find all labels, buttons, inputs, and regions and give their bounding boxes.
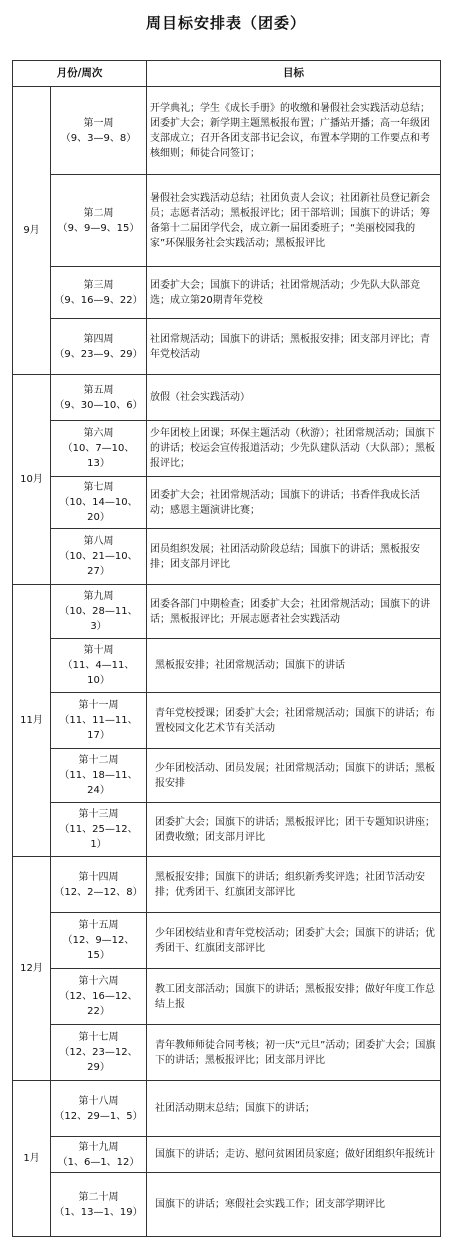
week-date-range: （11、11—11、17） (59, 715, 138, 741)
month-week-header: 月份/周次 (13, 61, 147, 87)
table-row (13, 175, 441, 267)
week-date-range: （12、23—12、29） (59, 1047, 138, 1073)
month-cell: 10月 (13, 375, 51, 585)
week-name: 第十三周 (78, 809, 119, 820)
week-name: 第十一周 (78, 700, 119, 711)
week-date-range: （9、30—10、6） (54, 399, 143, 411)
goal-cell: 青年教师师徒合同考核；初一庆“元旦”活动；团委扩大会；国旗下的讲话；黑板报评比；团支部月评比 (147, 1025, 441, 1081)
week-cell (51, 529, 147, 585)
goal-cell: 黑板报安排；社团常规活动；国旗下的讲话 (147, 639, 441, 693)
week-date-range: （10、21—10、27） (59, 551, 138, 577)
goal-cell: 少年团校结业和青年党校活动；团委扩大会；国旗下的讲话；优秀团干、红旗团支部评比 (147, 913, 441, 969)
week-date-range: （12、29—1、5） (54, 1110, 143, 1122)
week-date-range: （9、9—9、15） (57, 222, 140, 234)
goal-cell: 放假（社会实践活动） (147, 375, 441, 421)
week-cell (51, 375, 147, 421)
schedule-body (13, 87, 441, 1237)
table-row (13, 267, 441, 319)
week-name: 第五周 (83, 384, 114, 396)
table-row (13, 1137, 441, 1173)
week-cell (51, 585, 147, 639)
week-cell (51, 1025, 147, 1081)
goal-cell: 暑假社会实践活动总结；社团负责人会议；社团新社员登记新会员；志愿者活动；黑板报评比；团干部培训；国旗下的讲话；筹备第十二届团学代会，成立新一届团委班子；“美丽校园我的家”环保服务社会实践活动；黑板报评比 (147, 175, 441, 267)
week-date-range: （11、18—11、24） (59, 770, 138, 796)
month-cell: 11月 (13, 585, 51, 857)
goal-cell: 社团活动期末总结；国旗下的讲话； (147, 1081, 441, 1137)
week-name: 第十八周 (78, 1095, 119, 1107)
table-row (13, 913, 441, 969)
week-cell (51, 1081, 147, 1137)
week-date-range: （9、16—9、22） (54, 294, 143, 306)
goal-cell: 青年党校授课；团委扩大会；社团常规活动；国旗下的讲话；布置校园文化艺术节有关活动 (147, 693, 441, 749)
week-name: 第九周 (83, 591, 114, 602)
week-cell (51, 267, 147, 319)
week-date-range: （11、4—11、10） (62, 660, 135, 686)
goal-cell: 团委扩大会；国旗下的讲话；黑板报评比；团干专题知识讲座；团费收缴；团支部月评比 (147, 803, 441, 857)
week-name: 第十九周 (78, 1141, 119, 1153)
week-date-range: （12、16—12、22） (59, 991, 138, 1017)
table-row (13, 1173, 441, 1237)
week-cell (51, 639, 147, 693)
schedule-table (12, 60, 441, 1237)
table-row (13, 639, 441, 693)
week-name: 第二十周 (78, 1191, 119, 1203)
week-date-range: （1、13—1、19） (54, 1206, 143, 1218)
week-date-range: （10、14—10、20） (59, 497, 138, 523)
week-cell (51, 477, 147, 529)
week-name: 第十六周 (78, 976, 119, 987)
week-date-range: （9、23—9、29） (54, 348, 143, 360)
goal-cell: 团员组织发展；社团活动阶段总结；国旗下的讲话；黑板报安排；团支部月评比 (147, 529, 441, 585)
week-name: 第八周 (83, 536, 114, 547)
table-row (13, 529, 441, 585)
week-date-range: （10、7—10、13） (62, 443, 135, 469)
goal-cell: 社团常规活动；国旗下的讲话；黑板报安排；团支部月评比；青年党校活动 (147, 319, 441, 375)
goal-cell: 国旗下的讲话；走访、慰问贫困团员家庭；做好团组织年报统计 (147, 1137, 441, 1173)
goal-cell: 黑板报安排；国旗下的讲话；组织新秀奖评选；社团节活动安排；优秀团干、红旗团支部评比 (147, 857, 441, 913)
week-name: 第二周 (83, 207, 114, 219)
week-date-range: （10、28—11、3） (59, 606, 138, 632)
week-name: 第十四周 (78, 871, 119, 883)
week-name: 第十周 (83, 645, 114, 656)
week-cell (51, 175, 147, 267)
table-row (13, 693, 441, 749)
table-row (13, 477, 441, 529)
week-name: 第十五周 (78, 920, 119, 931)
page-title: 周目标安排表（团委） (145, 14, 306, 32)
week-cell (51, 857, 147, 913)
week-date-range: （12、9—12、15） (62, 935, 135, 961)
goal-cell: 团委扩大会；社团常规活动；国旗下的讲话；书香伴我成长活动；感恩主题演讲比赛； (147, 477, 441, 529)
week-name: 第七周 (83, 482, 114, 493)
week-cell (51, 969, 147, 1025)
table-row (13, 857, 441, 913)
table-row (13, 421, 441, 477)
week-cell (51, 319, 147, 375)
week-name: 第四周 (83, 333, 114, 345)
goal-cell: 团委各部门中期检查；团委扩大会；社团常规活动；国旗下的讲话；黑板报评比；开展志愿者社会实践活动 (147, 585, 441, 639)
week-name: 第十二周 (78, 755, 119, 766)
week-date-range: （11、25—12、1） (59, 824, 138, 850)
table-row (13, 87, 441, 175)
week-date-range: （12、2—12、8） (54, 886, 143, 898)
table-row (13, 969, 441, 1025)
table-row (13, 1025, 441, 1081)
week-name: 第一周 (83, 117, 114, 129)
month-cell: 9月 (13, 87, 51, 375)
week-cell (51, 421, 147, 477)
goal-cell: 教工团支部活动；国旗下的讲话；黑板报安排；做好年度工作总结上报 (147, 969, 441, 1025)
table-row (13, 319, 441, 375)
table-row (13, 749, 441, 803)
table-row (13, 585, 441, 639)
table-header-row (13, 61, 441, 87)
goal-cell: 少年团校活动、团员发展；社团常规活动；国旗下的讲话；黑板报安排 (147, 749, 441, 803)
week-date-range: （9、3—9、8） (60, 132, 137, 144)
week-cell (51, 913, 147, 969)
week-cell (51, 1173, 147, 1237)
week-date-range: （1、6—1、12） (57, 1156, 140, 1168)
month-cell: 1月 (13, 1081, 51, 1237)
goal-cell: 少年团校上团课；环保主题活动（秋游）；社团常规活动；国旗下的讲话；校运会宣传报道活动；少先队建队活动（大队部）；黑板报评比； (147, 421, 441, 477)
week-cell (51, 749, 147, 803)
goal-cell: 团委扩大会；国旗下的讲话；社团常规活动；少先队大队部竞选；成立第20期青年党校 (147, 267, 441, 319)
goal-header: 目标 (147, 61, 441, 87)
week-name: 第十七周 (78, 1032, 119, 1043)
week-cell (51, 1137, 147, 1173)
week-name: 第六周 (83, 428, 114, 439)
week-name: 第三周 (83, 279, 114, 291)
goal-cell: 国旗下的讲话；寒假社会实践工作；团支部学期评比 (147, 1173, 441, 1237)
month-cell: 12月 (13, 857, 51, 1081)
week-cell (51, 693, 147, 749)
goal-cell: 开学典礼；学生《成长手册》的收缴和暑假社会实践活动总结；团委扩大会；新学期主题黑板报布置；广播站开播；高一年级团支部成立；召开各团支部书记会议，布置本学期的工作要点和考核细则；师徒合同签订； (147, 87, 441, 175)
week-cell (51, 803, 147, 857)
table-row (13, 375, 441, 421)
week-cell (51, 87, 147, 175)
table-row (13, 1081, 441, 1137)
table-row (13, 803, 441, 857)
